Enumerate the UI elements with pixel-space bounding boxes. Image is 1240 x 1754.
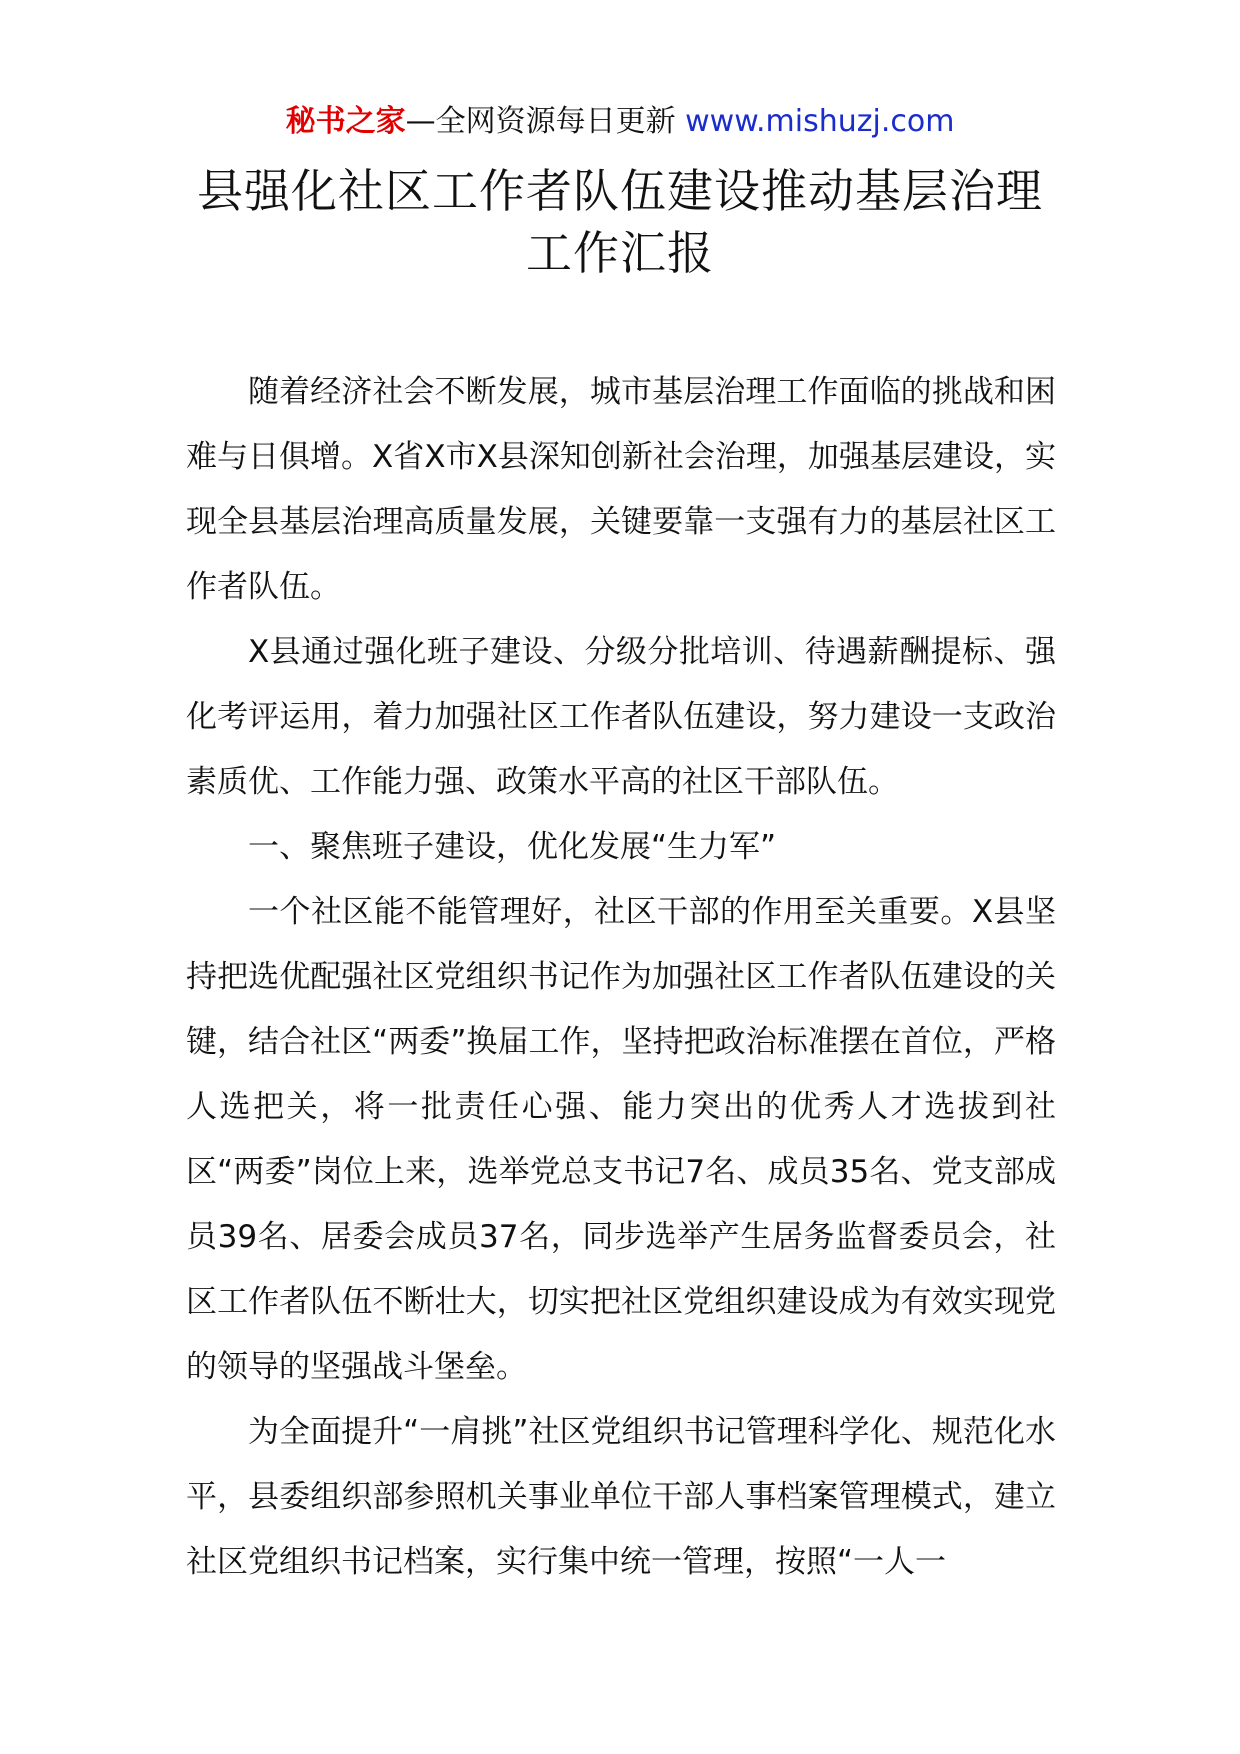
brand-name: 秘书之家 <box>285 104 406 139</box>
title-line-2: 工作汇报 <box>526 226 714 280</box>
document-body <box>186 360 1056 1595</box>
paragraph-intro: 随着经济社会不断发展，城市基层治理工作面临的挑战和困难与日俱增。X省X市X县深知创新社会治理，加强基层建设，实现全县基层治理高质量发展，关键要靠一支强有力的基层社区工作者队伍。 <box>186 374 1056 605</box>
site-header <box>0 100 1240 144</box>
paragraph-section-1-cont: 为全面提升“一肩挑”社区党组织书记管理科学化、规范化水平，县委组织部参照机关事业单位干部人事档案管理模式，建立社区党组织书记档案，实行集中统一管理，按照“一人一 <box>186 1414 1056 1580</box>
section-heading-1: 一、聚焦班子建设，优化发展“生力军” <box>248 829 777 865</box>
paragraph-summary: X县通过强化班子建设、分级分批培训、待遇薪酬提标、强化考评运用，着力加强社区工作者队伍建设，努力建设一支政治素质优、工作能力强、政策水平高的社区干部队伍。 <box>186 634 1056 800</box>
document-title <box>140 160 1100 284</box>
title-line-1: 县强化社区工作者队伍建设推动基层治理 <box>197 164 1043 218</box>
header-tagline: —全网资源每日更新 <box>405 104 686 139</box>
site-url-link[interactable]: www.mishuzj.com <box>685 104 955 139</box>
paragraph-section-1: 一个社区能不能管理好，社区干部的作用至关重要。X县坚持把选优配强社区党组织书记作为加强社区工作者队伍建设的关键，结合社区“两委”换届工作，坚持把政治标准摆在首位，严格人选把关，将一批责任心强、能力突出的优秀人才选拔到社区“两委”岗位上来，选举党总支书记7名、成员35名、党支部成员39名、居委会成员37名，同步选举产生居务监督委员会，社区工作者队伍不断壮大，切实把社区党组织建设成为有效实现党的领导的坚强战斗堡垒。 <box>186 894 1056 1385</box>
